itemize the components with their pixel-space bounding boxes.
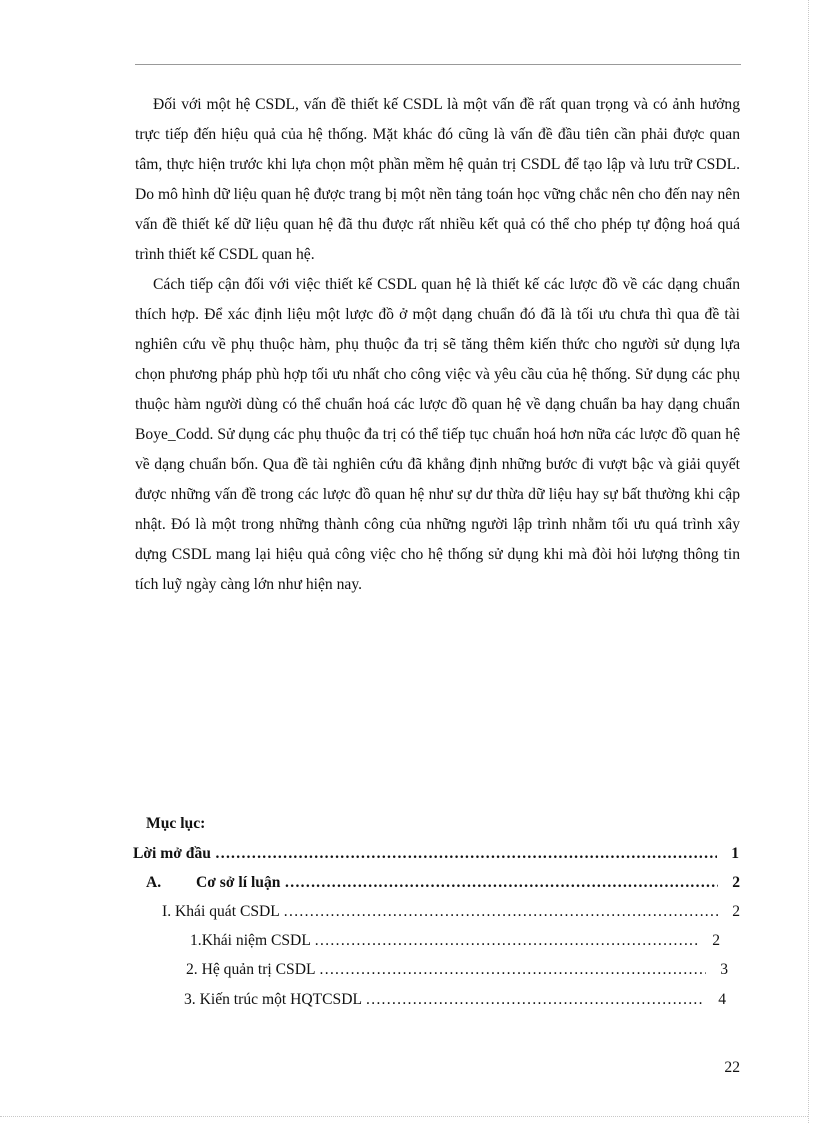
toc-entry-loi-mo-dau[interactable] xyxy=(133,842,739,866)
toc-entry-page: 2 xyxy=(712,932,720,949)
toc-heading: Mục lục: xyxy=(146,815,206,832)
toc-entry-text xyxy=(146,871,718,895)
toc-entry-label: I. Khái quát CSDL …………………………………………………………………………………………………………… xyxy=(162,900,718,924)
toc-entry-label: Cơ sở lí luận xyxy=(196,874,281,891)
toc-entry-page: 3 xyxy=(720,961,728,978)
toc-entry-page: 1 xyxy=(731,845,739,862)
toc-entry-label: 3. Kiến trúc một HQTCSDL …………………………………………………………………………………………………………… xyxy=(184,988,704,1012)
paragraph: Cách tiếp cận đối với việc thiết kế CSDL quan hệ là thiết kế các lược đồ về các dạng chuẩn thích hợp. Để xác định liệu một lược đồ ở một dạng chuẩn đó đã là tối ưu chưa thì qua đề tài nghiên cứu về phụ thuộc hàm, phụ thuộc đa trị sẽ tăng thêm kiến thức cho người sử dụng lựa chọn phương pháp phù hợp tối ưu nhất cho công việc và yêu cầu của hệ thống. Sử dụng các phụ thuộc hàm người dùng có thể chuẩn hoá các lược đồ quan hệ về dạng chuẩn ba hay dạng chuẩn Boye_Codd. Sử dụng các phụ thuộc đa trị có thể tiếp tục chuẩn hoá hơn nữa các lược đồ quan hệ về dạng chuẩn bốn. Qua đề tài nghiên cứu đã khẳng định những bước đi vượt bậc và giải quyết được những vấn đề trong các lược đồ quan hệ như sự dư thừa dữ liệu hay sự bất thường khi cập nhật. Đó là một trong những thành công của những người lập trình nhằm tối ưu quá trình xây dựng CSDL mang lại hiệu quả công việc cho hệ thống sử dụng khi mà đòi hỏi lượng thông tin tích luỹ ngày càng lớn như hiện nay. xyxy=(135,276,740,593)
page-edge-bottom xyxy=(0,1116,808,1117)
toc-entry-letter: A. xyxy=(146,874,162,891)
toc-entry-page: 2 xyxy=(732,903,740,920)
toc-entry-page: 4 xyxy=(718,991,726,1008)
toc-entry-khai-quat-csdl[interactable] xyxy=(162,900,740,924)
toc-entry-label: 1.Khái niệm CSDL …………………………………………………………………………………………………………… xyxy=(190,929,698,953)
toc-entry-page: 2 xyxy=(732,874,740,891)
page-number: 22 xyxy=(724,1059,740,1076)
toc-entry-he-quan-tri-csdl[interactable] xyxy=(186,958,728,982)
paragraph: Đối với một hệ CSDL, vấn đề thiết kế CSDL là một vấn đề rất quan trọng và có ảnh hưởng trực tiếp đến hiệu quả của hệ thống. Mặt khác đó cũng là vấn đề đầu tiên cần phải được quan tâm, thực hiện trước khi lựa chọn một phần mềm hệ quản trị CSDL để tạo lập và lưu trữ CSDL. Do mô hình dữ liệu quan hệ được trang bị một nền tảng toán học vững chắc nên cho đến nay nên vấn đề thiết kế dữ liệu quan hệ đã thu được rất nhiều kết quả có thể cho phép tự động hoá quá trình thiết kế CSDL quan hệ. xyxy=(135,96,740,263)
toc-entry-co-so-li-luan[interactable] xyxy=(146,871,740,895)
toc-entry-kien-truc-hqtcsdl[interactable] xyxy=(184,988,726,1012)
page-edge-right xyxy=(808,0,809,1123)
toc-entry-label: Lời mở đầu …………………………………………………………………………………………………………… xyxy=(133,842,717,866)
toc-entry-khai-niem-csdl[interactable] xyxy=(190,929,720,953)
body-text xyxy=(135,90,740,600)
toc-entry-label: 2. Hệ quản trị CSDL …………………………………………………………………………………………………………… xyxy=(186,958,706,982)
header-rule xyxy=(135,64,741,65)
